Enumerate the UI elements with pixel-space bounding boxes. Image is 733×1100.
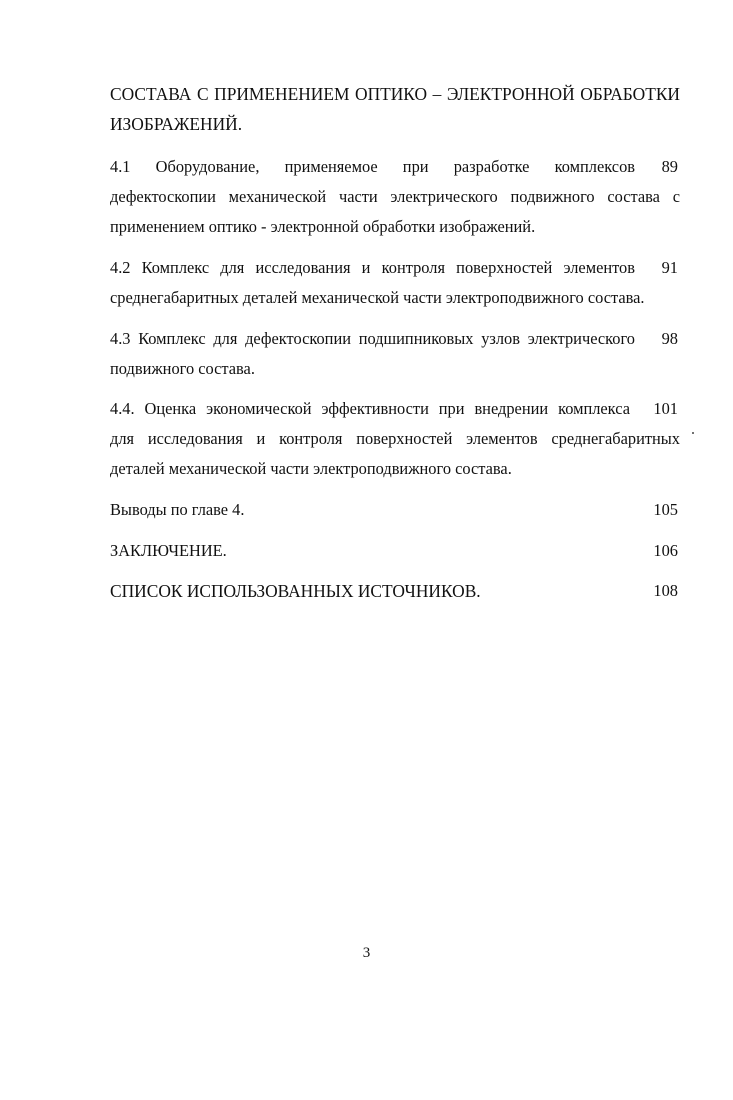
toc-4-3-line-1: 4.3 Комплекс для дефектоскопии подшипниковых узлов электрического [110, 329, 635, 348]
toc-4-4-line-1: 4.4. Оценка экономической эффективности при внедрении комплекса [110, 399, 630, 418]
chapter-heading-line-2: ИЗОБРАЖЕНИЙ. [110, 114, 243, 134]
toc-4-3-line-2: подвижного состава. [110, 359, 255, 378]
scan-speck [692, 432, 694, 434]
toc-summary-label: ЗАКЛЮЧЕНИЕ. [110, 541, 227, 560]
page-number: 3 [362, 945, 371, 961]
toc-references-page: 108 [653, 581, 678, 600]
toc-summary-page: 106 [653, 541, 678, 560]
toc-4-1-line-3: применением оптико - электронной обработки изображений. [110, 217, 536, 236]
chapter-heading-line-1: СОСТАВА С ПРИМЕНЕНИЕМ ОПТИКО – ЭЛЕКТРОННОЙ ОБРАБОТКИ [110, 84, 680, 104]
toc-4-2-page: 91 [661, 258, 678, 277]
toc-4-1-line-1: 4.1 Оборудование, применяемое при разработке комплексов [110, 157, 635, 176]
toc-references-label: СПИСОК ИСПОЛЬЗОВАННЫХ ИСТОЧНИКОВ. [110, 581, 481, 601]
toc-4-2-line-1: 4.2 Комплекс для исследования и контроля поверхностей элементов [110, 258, 635, 277]
toc-4-1-page: 89 [661, 157, 678, 176]
toc-4-3-page: 98 [661, 329, 678, 348]
toc-conclusions-label: Выводы по главе 4. [110, 500, 245, 519]
toc-4-4-line-3: деталей механической части электроподвижного состава. [110, 459, 512, 478]
toc-4-4-line-2: для исследования и контроля поверхностей элементов среднегабаритных [110, 429, 680, 448]
toc-conclusions-page: 105 [653, 500, 678, 519]
toc-4-4-page: 101 [653, 399, 678, 418]
toc-4-2-line-2: среднегабаритных деталей механической части электроподвижного состава. [110, 288, 645, 307]
toc-4-1-line-2: дефектоскопии механической части электрического подвижного состава с [110, 187, 680, 206]
